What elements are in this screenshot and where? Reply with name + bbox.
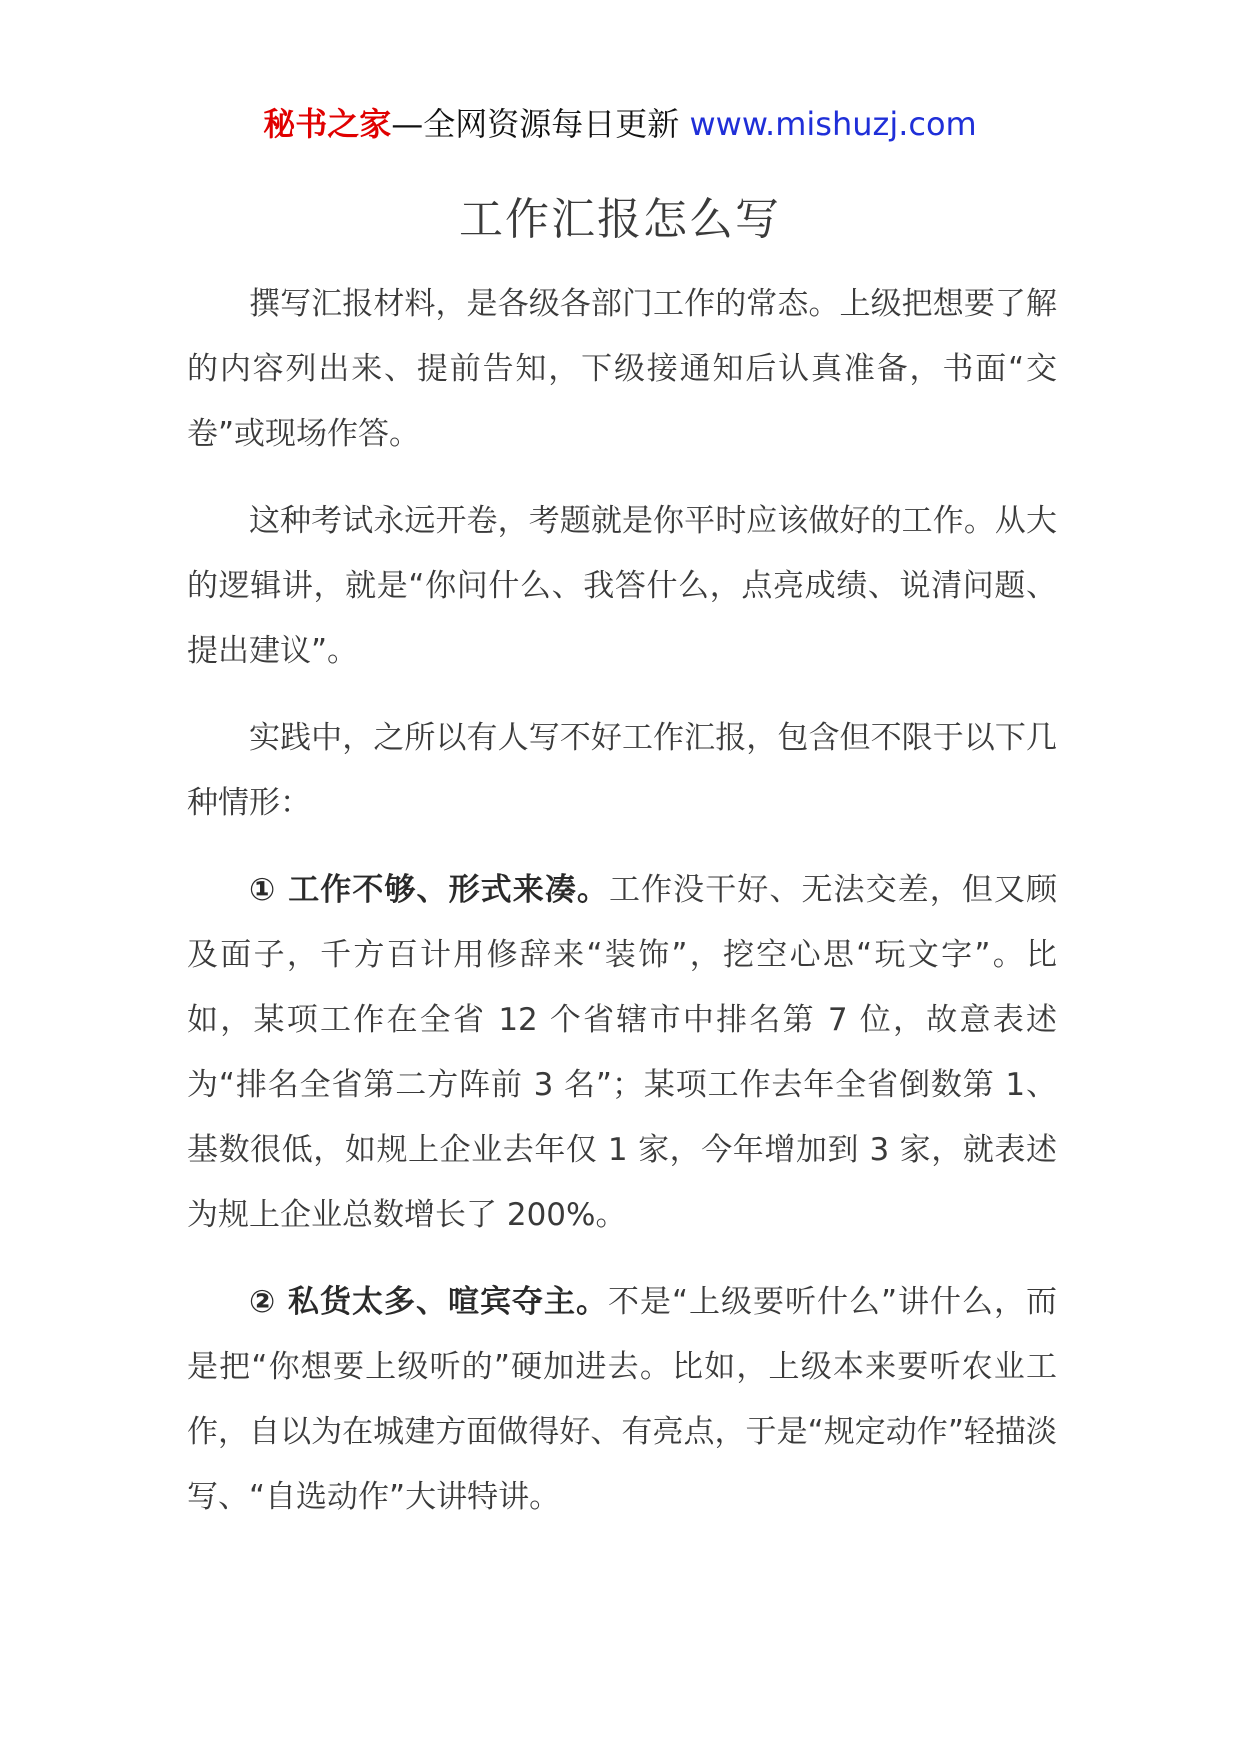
- paragraph-exam: [187, 489, 1057, 684]
- paragraph-practice: [187, 706, 1057, 836]
- brand-name: 秘书之家: [263, 105, 392, 143]
- paragraph-point-1: [187, 858, 1057, 1248]
- paragraph-text: 工作没干好、无法交差，但又顾及面子，千方百计用修辞来“装饰”，挖空心思“玩文字”。比如，某项工作在全省 12 个省辖市中排名第 7 位，故意表述为“排名全省第二方阵前 3 名”；某项工作去年全省倒数第 1、基数很低，如规上企业去年仅 1 家，今年增加到 3 家，就表述为规上企业总数增长了 200%。: [187, 872, 1057, 1233]
- point-heading: ① 工作不够、形式来凑。: [249, 872, 609, 908]
- paragraph-text: 实践中，之所以有人写不好工作汇报，包含但不限于以下几种情形：: [187, 720, 1057, 821]
- site-header: [0, 100, 1240, 148]
- paragraph-intro: [187, 272, 1057, 467]
- point-heading: ② 私货太多、喧宾夺主。: [249, 1284, 608, 1320]
- site-url-link[interactable]: www.mishuzj.com: [689, 105, 977, 143]
- paragraph-text: 不是“上级要听什么”讲什么，而是把“你想要上级听的”硬加进去。比如，上级本来要听农业工作，自以为在城建方面做得好、有亮点，于是“规定动作”轻描淡写、“自选动作”大讲特讲。: [187, 1284, 1057, 1515]
- paragraph-point-2: [187, 1270, 1057, 1530]
- document-body: [187, 272, 1057, 1552]
- paragraph-text: 这种考试永远开卷，考题就是你平时应该做好的工作。从大的逻辑讲，就是“你问什么、我答什么，点亮成绩、说清问题、提出建议”。: [187, 503, 1057, 669]
- document-title: 工作汇报怎么写: [459, 194, 781, 245]
- paragraph-text: 撰写汇报材料，是各级各部门工作的常态。上级把想要了解的内容列出来、提前告知，下级接通知后认真准备，书面“交卷”或现场作答。: [187, 286, 1057, 452]
- header-tagline: —全网资源每日更新: [391, 105, 680, 143]
